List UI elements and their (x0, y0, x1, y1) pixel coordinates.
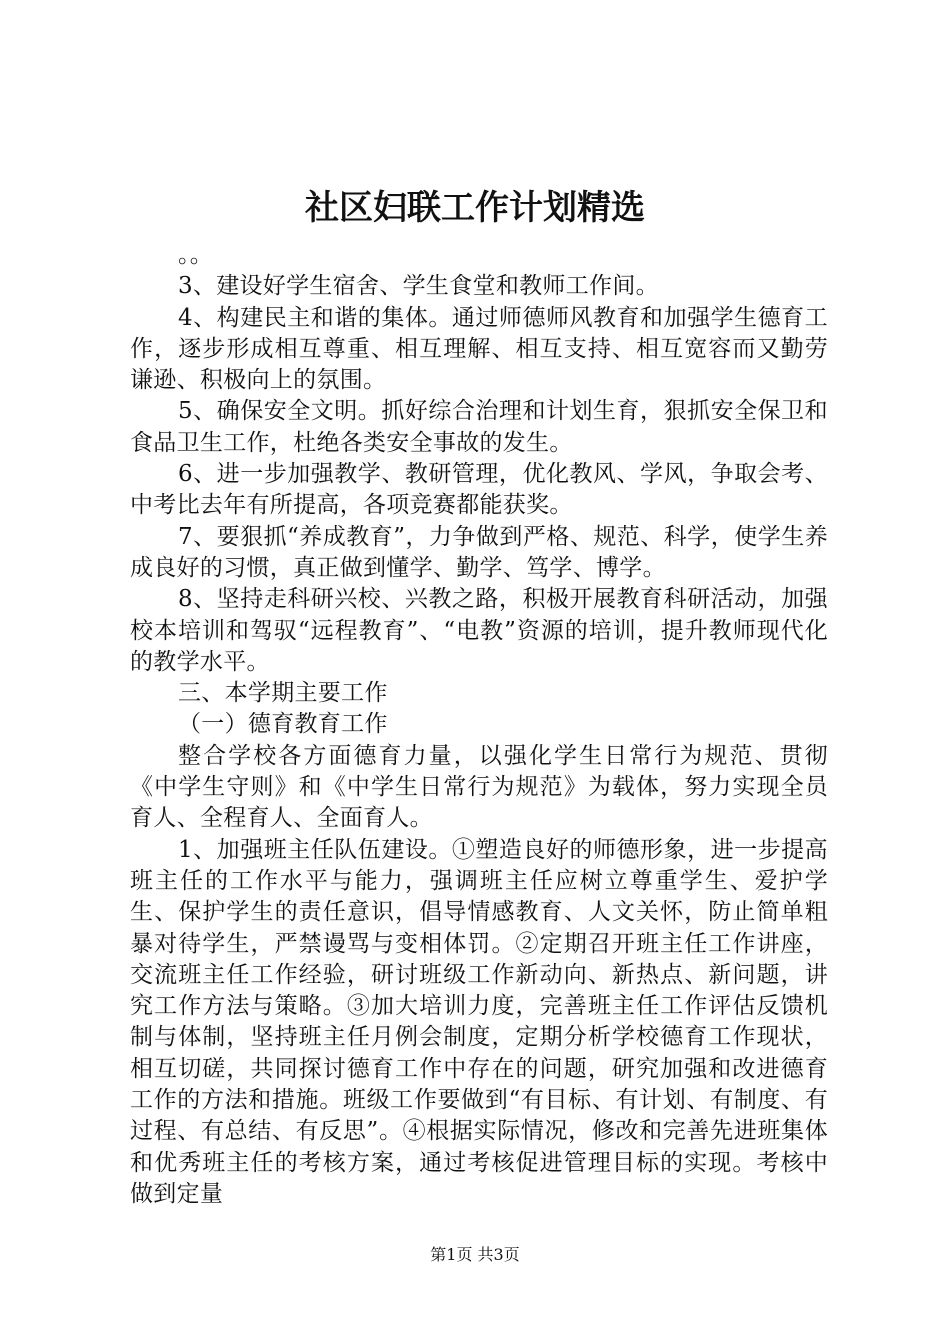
paragraph: 。。 (178, 242, 214, 268)
subsection-heading: （一）德育教育工作 (178, 711, 388, 738)
document-body (130, 240, 828, 1210)
document-title: 社区妇联工作计划精选 (305, 188, 645, 228)
paragraph: 5、确保安全文明。抓好综合治理和计划生育，狠抓安全保卫和食品卫生工作，杜绝各类安全事故的发生。 (130, 398, 828, 456)
paragraph: 1、加强班主任队伍建设。①塑造良好的师德形象，进一步提高班主任的工作水平与能力，强调班主任应树立尊重学生、爱护学生、保护学生的责任意识，倡导情感教育、人文关怀，防止简单粗暴对待学生，严禁谩骂与变相体罚。②定期召开班主任工作讲座，交流班主任工作经验，研讨班级工作新动向、新热点、新问题，讲究工作方法与策略。③加大培训力度，完善班主任工作评估反馈机制与体制，坚持班主任月例会制度，定期分析学校德育工作现状，相互切磋，共同探讨德育工作中存在的问题，研究加强和改进德育工作的方法和措施。班级工作要做到“有目标、有计划、有制度、有过程、有总结、有反思”。④根据实际情况，修改和完善先进班集体和优秀班主任的考核方案，通过考核促进管理目标的实现。考核中做到定量 (130, 836, 828, 1207)
paragraph: 6、进一步加强教学、教研管理，优化教风、学风，争取会考、中考比去年有所提高，各项竞赛都能获奖。 (130, 461, 828, 519)
paragraph: 7、要狠抓“养成教育”，力争做到严格、规范、科学，使学生养成良好的习惯，真正做到懂学、勤学、笃学、博学。 (130, 523, 828, 581)
page-footer: 第1页 共3页 (430, 1245, 520, 1264)
paragraph: 整合学校各方面德育力量，以强化学生日常行为规范、贯彻《中学生守则》和《中学生日常行为规范》为载体，努力实现全员育人、全程育人、全面育人。 (130, 742, 828, 832)
section-heading: 三、本学期主要工作 (178, 680, 388, 707)
paragraph: 3、建设好学生宿舍、学生食堂和教师工作间。 (178, 273, 659, 300)
paragraph: 4、构建民主和谐的集体。通过师德师风教育和加强学生德育工作，逐步形成相互尊重、相互理解、相互支持、相互宽容而又勤劳谦逊、积极向上的氛围。 (130, 304, 828, 394)
paragraph: 8、坚持走科研兴校、兴教之路，积极开展教育科研活动，加强校本培训和驾驭“远程教育”、“电教”资源的培训，提升教师现代化的教学水平。 (130, 586, 828, 675)
